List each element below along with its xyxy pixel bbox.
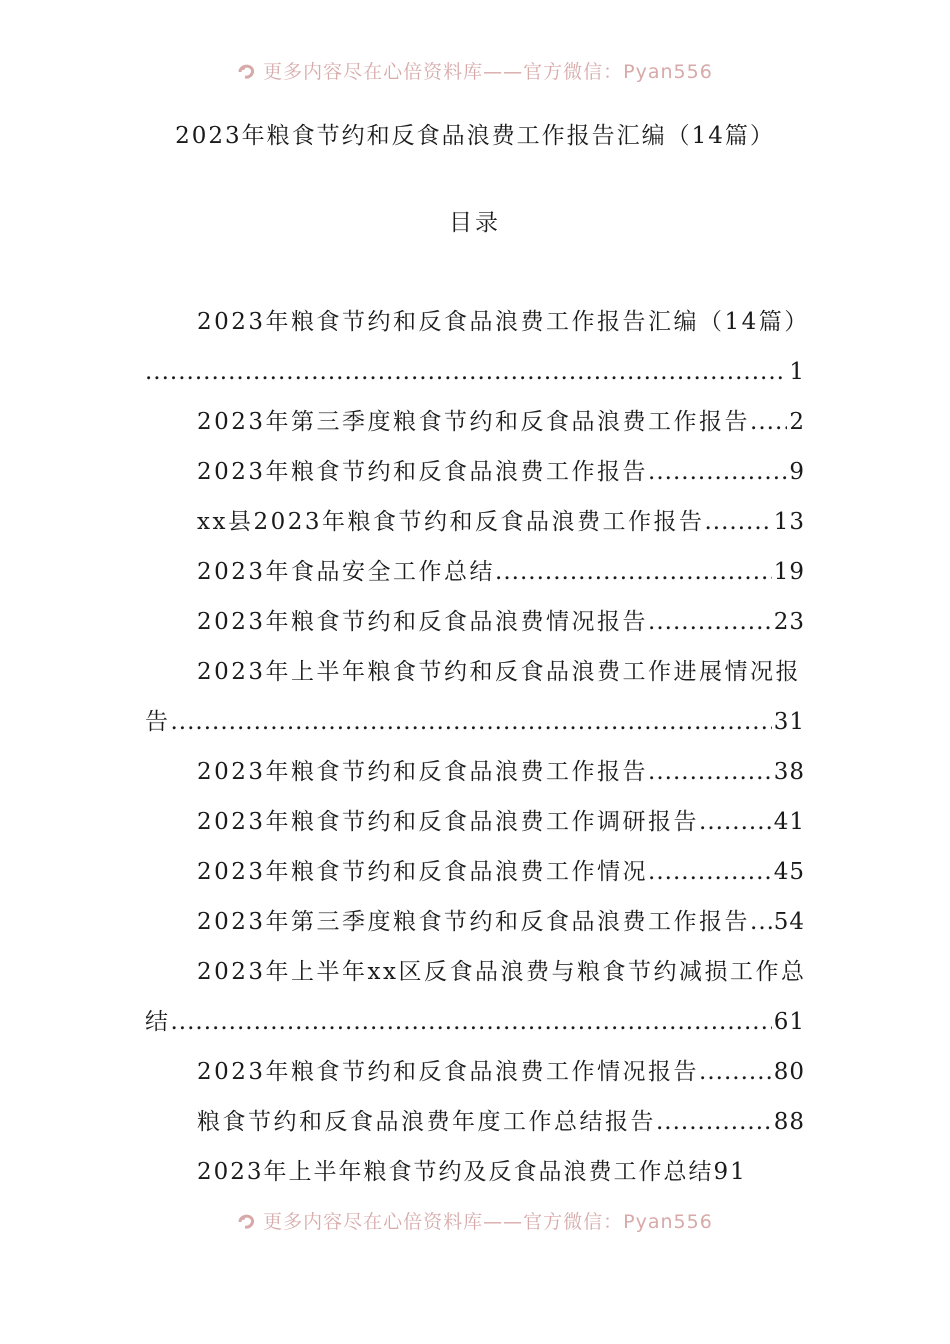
- toc-leader-dots: [648, 752, 772, 792]
- toc-entry-page: 91: [713, 1159, 747, 1185]
- toc-entry[interactable]: [145, 302, 810, 352]
- toc-entry-page: 13: [773, 509, 805, 535]
- toc-entry[interactable]: [145, 802, 805, 852]
- toc-entry-page: 2: [789, 409, 805, 435]
- toc-entry-title: 2023年粮食节约和反食品浪费工作调研报告: [197, 809, 700, 835]
- toc-entry-page: 38: [773, 759, 805, 785]
- toc-leader-dots: [648, 852, 772, 892]
- toc-entry-page: 41: [773, 809, 805, 835]
- toc-entry[interactable]: [145, 952, 805, 1002]
- toc-entry-page: 23: [773, 609, 805, 635]
- toc-leader-dots: [145, 352, 787, 392]
- toc-entry-page: 1: [789, 359, 805, 385]
- toc-entry[interactable]: [145, 1102, 805, 1152]
- toc-entry-title: 2023年粮食节约和反食品浪费工作情况报告: [197, 1059, 700, 1085]
- watermark-logo-icon: [237, 62, 257, 82]
- watermark-logo-icon: [237, 1212, 257, 1232]
- toc-entry[interactable]: [145, 1152, 805, 1192]
- toc-entry-page: 54: [773, 909, 805, 935]
- toc-entry[interactable]: [145, 502, 805, 552]
- toc-entry[interactable]: [145, 452, 805, 502]
- toc-entry-page: 9: [789, 459, 805, 485]
- toc-leader-dots: [699, 1052, 772, 1092]
- toc-entry-title: 2023年第三季度粮食节约和反食品浪费工作报告: [197, 409, 751, 435]
- toc-leader-dots: [648, 602, 772, 642]
- toc-entry-title: 粮食节约和反食品浪费年度工作总结报告: [197, 1109, 656, 1135]
- toc-entry-title-continued: 告: [145, 709, 171, 735]
- toc-entry-title: 2023年粮食节约和反食品浪费工作报告: [197, 759, 649, 785]
- toc-entry-title: 2023年粮食节约和反食品浪费工作情况: [197, 859, 649, 885]
- toc-entry-page: 80: [773, 1059, 805, 1085]
- toc-entry[interactable]: [145, 752, 805, 802]
- toc-leader-dots: [704, 502, 771, 542]
- toc-entry[interactable]: [145, 402, 805, 452]
- toc-entry-page: 45: [773, 859, 805, 885]
- toc-heading: 目录: [449, 210, 501, 236]
- table-of-contents: [145, 302, 810, 1192]
- watermark-top: [0, 60, 950, 84]
- toc-entry-title: 2023年粮食节约和反食品浪费工作报告: [197, 459, 649, 485]
- toc-leader-dots: [495, 552, 772, 592]
- toc-entry-title: xx县2023年粮食节约和反食品浪费工作报告: [197, 509, 705, 535]
- watermark-bottom: [0, 1210, 950, 1234]
- toc-entry[interactable]: [145, 652, 805, 702]
- toc-entry[interactable]: [145, 552, 805, 602]
- watermark-text: 更多内容尽在心倍资料库——官方微信：Pyan556: [263, 1211, 713, 1233]
- toc-entry[interactable]: [145, 902, 805, 952]
- toc-entry-page: 19: [773, 559, 805, 585]
- toc-entry-title-continued: 结: [145, 1009, 171, 1035]
- toc-entry-page: 88: [773, 1109, 805, 1135]
- toc-leader-dots: [750, 902, 772, 942]
- toc-entry-title: 2023年粮食节约和反食品浪费工作报告汇编（14篇）: [197, 309, 810, 335]
- toc-leader-dots: [648, 452, 787, 492]
- toc-entry[interactable]: [145, 602, 805, 652]
- document-title: 2023年粮食节约和反食品浪费工作报告汇编（14篇）: [175, 123, 775, 149]
- toc-leader-dots: [171, 702, 772, 742]
- watermark-text: 更多内容尽在心倍资料库——官方微信：Pyan556: [263, 61, 713, 83]
- toc-entry-page: 31: [773, 709, 805, 735]
- toc-entry-continuation[interactable]: [145, 352, 805, 402]
- toc-entry-title: 2023年第三季度粮食节约和反食品浪费工作报告: [197, 909, 751, 935]
- toc-entry-continuation[interactable]: [145, 1002, 805, 1052]
- toc-entry-title: 2023年上半年粮食节约及反食品浪费工作总结: [197, 1159, 714, 1185]
- toc-entry-title: 2023年粮食节约和反食品浪费情况报告: [197, 609, 649, 635]
- toc-entry[interactable]: [145, 852, 805, 902]
- toc-entry-title: 2023年上半年粮食节约和反食品浪费工作进展情况报: [197, 659, 802, 685]
- toc-leader-dots: [750, 402, 787, 442]
- toc-entry[interactable]: [145, 1052, 805, 1102]
- toc-leader-dots: [699, 802, 772, 842]
- toc-entry-title: 2023年上半年xx区反食品浪费与粮食节约减损工作总: [197, 959, 807, 985]
- toc-entry-title: 2023年食品安全工作总结: [197, 559, 496, 585]
- toc-entry-continuation[interactable]: [145, 702, 805, 752]
- toc-leader-dots: [171, 1002, 772, 1042]
- toc-entry-page: 61: [773, 1009, 805, 1035]
- toc-leader-dots: [656, 1102, 772, 1142]
